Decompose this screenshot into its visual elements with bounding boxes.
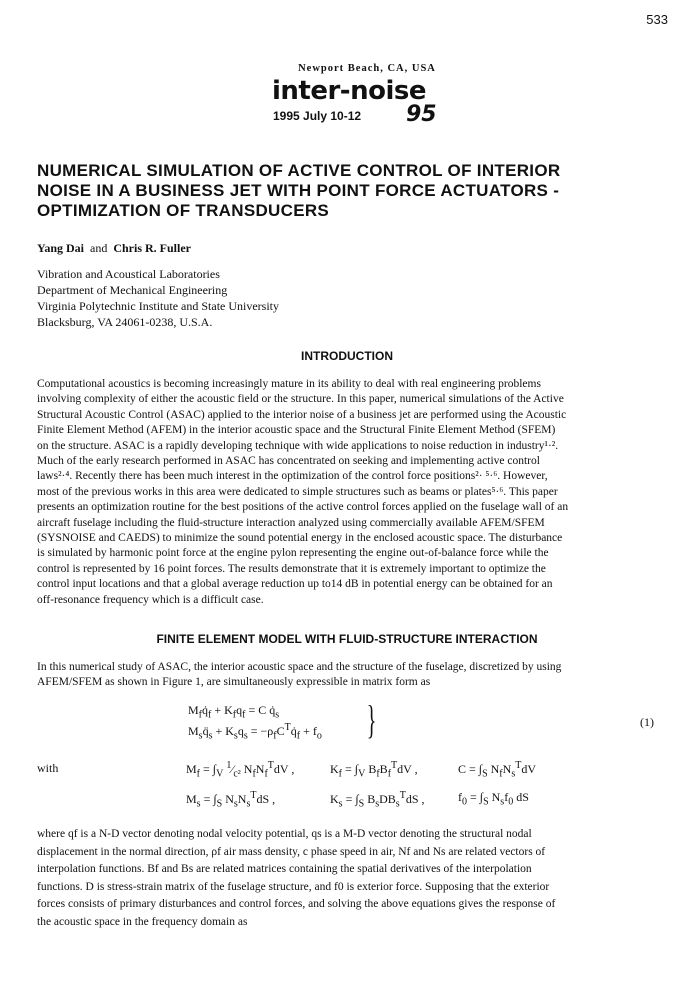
fem-paragraph-intro — [37, 660, 667, 691]
affiliation — [37, 266, 279, 330]
text-line: Structural Acoustic Control (ASAC) applied to the interior noise of a business jet are performed using the Acoustic — [37, 408, 567, 421]
matrix-definition-f0: $f_0 = \int_S$ $N_sf_0$ dS — [458, 790, 529, 808]
text-line: Much of the early research performed in ASAC has concentrated on seeking and implementing active control — [37, 455, 540, 468]
author-conjunction: and — [90, 241, 108, 255]
text-line: displacement in the normal direction, ρf air mass density, c phase speed in air, Nf and Ns are related vectors of — [37, 845, 546, 858]
authors — [37, 241, 191, 256]
with-label: with — [37, 761, 59, 775]
text-line: AFEM/SFEM as shown in Figure 1, are simultaneously expressible in matrix form as — [37, 676, 431, 689]
text-line: where qf is a N-D vector denoting nodal velocity potential, qs is a M-D vector denoting the structural nodal — [37, 828, 532, 840]
matrix-definition-kf: $K_f = \int_V$ $B_fB_f^TdV$ , — [330, 760, 418, 780]
equation-line-2: $M_sq̈_s + K_sq_s$ = $-\rho_fC^Tq̇_f + f_o$ — [188, 722, 322, 742]
text-line: the acoustic space in the frequency domain as — [37, 915, 248, 928]
text-line: forces consists of primary disturbances and control forces, and solving the above equations gives the response of — [37, 898, 556, 911]
text-line: control input locations and that a global average reduction up to14 dB in potential energy can be obtained for an — [37, 578, 553, 591]
title-line: NUMERICAL SIMULATION OF ACTIVE CONTROL OF INTERIOR — [37, 161, 561, 180]
fem-paragraph-after — [37, 826, 667, 932]
matrix-definition-mf: $M_f = \int_V$ $^1⁄_{c^2}$ $N_fN_f^TdV$ , — [186, 760, 295, 780]
text-line: most of the previous works in this area were dedicated to simple structures such as beams or plates⁵·⁶. This paper — [37, 485, 558, 498]
section-heading-fem: FINITE ELEMENT MODEL WITH FLUID-STRUCTURE INTERACTION — [156, 632, 538, 646]
affiliation-line: Vibration and Acoustical Laboratories — [37, 267, 220, 281]
introduction-paragraph — [37, 377, 667, 608]
affiliation-line: Department of Mechanical Engineering — [37, 283, 228, 297]
equation-line-1: $M_fq̇_f + K_fq_f = C$ $q̇_s$ — [188, 703, 280, 721]
section-heading-introduction: INTRODUCTION — [301, 349, 393, 363]
page-number: 533 — [646, 12, 668, 27]
text-line: In this numerical study of ASAC, the interior acoustic space and the structure of the fuselage, discretized by using — [37, 661, 562, 673]
text-line: Computational acoustics is becoming increasingly mature in its ability to deal with real engineering problems — [37, 378, 541, 390]
text-line: laws²·⁴. Recently there has been much interest in the optimization of the control force positions²· ⁵·⁶. However, — [37, 470, 548, 483]
text-line: on the structure. ASAC is a rapidly developing technique with wide applications to noise reduction in industry¹·². — [37, 439, 559, 452]
text-line: aircraft fuselage including the fluid-structure interaction analyzed using commercially available AFEM/SFEM — [37, 516, 545, 529]
affiliation-line: Blacksburg, VA 24061-0238, U.S.A. — [37, 315, 213, 329]
matrix-definition-ms: $M_s = \int_S$ $N_sN_s^TdS$ , — [186, 790, 276, 810]
conference-year-mark: 95 — [406, 102, 437, 127]
conference-date: 1995 July 10-12 — [273, 109, 362, 123]
author-name: Chris R. Fuller — [113, 241, 192, 255]
conference-location: Newport Beach, CA, USA — [298, 63, 436, 74]
text-line: functions. D is stress-strain matrix of the fuselage structure, and f0 is exterior force. Supposing that the exterior — [37, 880, 550, 893]
title-line: NOISE IN A BUSINESS JET WITH POINT FORCE ACTUATORS - — [37, 181, 560, 200]
title-line: OPTIMIZATION OF TRANSDUCERS — [37, 201, 330, 220]
text-line: Finite Element Method (AFEM) in the interior acoustic space and the Structural Finite Element Method (SFEM) — [37, 424, 556, 437]
text-line: off-resonance frequency which is a difficult case. — [37, 593, 264, 606]
matrix-definition-ks: $K_s = \int_S$ $B_sDB_s^TdS$ , — [330, 790, 425, 810]
text-line: interpolation functions. Bf and Bs are related matrices containing the spatial derivatives of the interpolation — [37, 863, 532, 876]
equation-brace: } — [366, 697, 377, 742]
matrix-definition-c: $C = \int_S$ $N_fN_s^TdV$ — [458, 760, 536, 780]
affiliation-line: Virginia Polytechnic Institute and State University — [37, 299, 280, 313]
text-line: involving complexity of either the acoustic field or the structure. In this paper, numerical simulations of the Active — [37, 393, 564, 406]
equation-number: (1) — [640, 715, 654, 729]
author-name: Yang Dai — [37, 241, 85, 255]
conference-logo: inter-noise — [272, 76, 426, 106]
text-line: presents an optimization routine for the best positions of the active control forces applied on the fuselage wall of an — [37, 501, 569, 514]
text-line: (SYSNOISE and CAEDS) to minimize the sound potential energy in the enclosed acoustic space. The disturbance — [37, 532, 563, 545]
text-line: control is represented by 16 point forces. The results demonstrate that it is extremely important to optimize the — [37, 562, 546, 575]
paper-title — [37, 161, 667, 221]
text-line: is simulated by harmonic point force at the engine pylon representing the engine out-of-balance force while the — [37, 547, 549, 560]
